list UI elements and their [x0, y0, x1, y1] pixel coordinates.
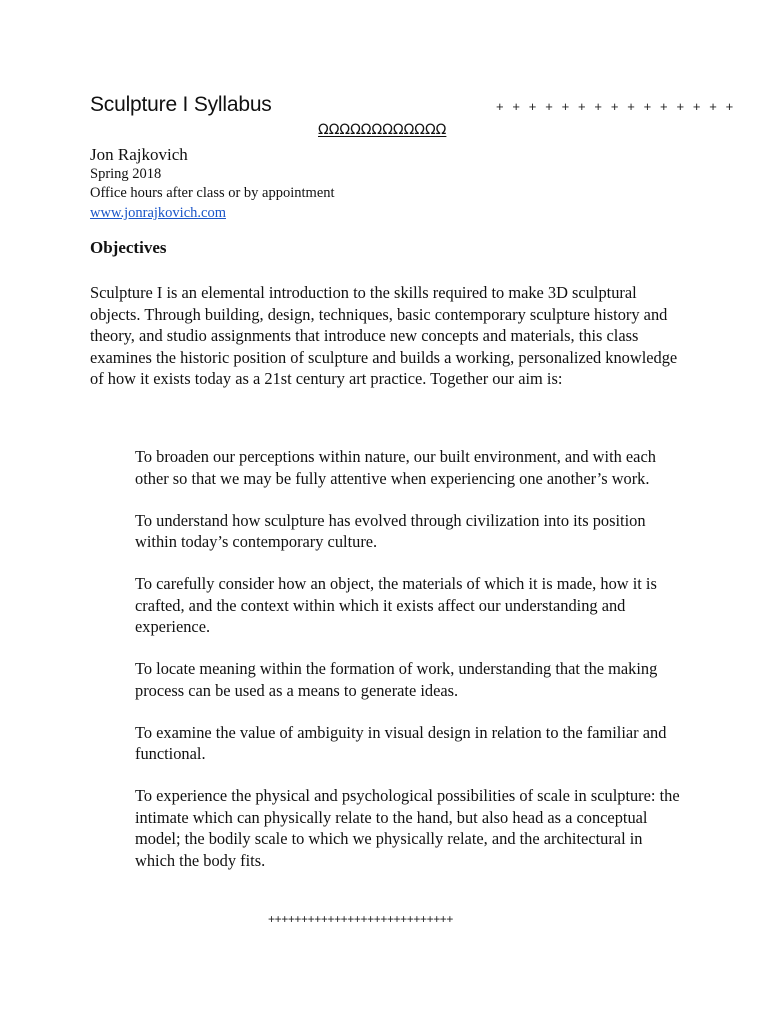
office-hours: Office hours after class or by appointment — [90, 185, 335, 201]
aim-item: To locate meaning within the formation of work, understanding that the making process can be used as a means to generate ideas. — [135, 659, 658, 700]
objectives-heading: Objectives — [90, 238, 167, 257]
decorative-omega-row: ΩΩΩΩΩΩΩΩΩΩΩΩ — [318, 122, 447, 138]
decorative-plus-row-top: + + + + + + + + + + + + + + + — [496, 99, 736, 114]
aim-item: To examine the value of ambiguity in visual design in relation to the familiar and functional. — [135, 722, 667, 763]
author-name: Jon Rajkovich — [90, 145, 188, 164]
website-link[interactable]: www.jonrajkovich.com — [90, 205, 226, 221]
document-title: Sculpture I Syllabus — [90, 93, 272, 116]
aim-item: To broaden our perceptions within nature, our built environment, and with each other so that we may be fully attentive when experiencing one another’s work. — [135, 447, 656, 488]
aim-item: To understand how sculpture has evolved through civilization into its position within today’s contemporary culture. — [135, 510, 646, 551]
aim-item: To carefully consider how an object, the materials of which it is made, how it is crafted, and the context within which it exists affect our understanding and experience. — [135, 574, 657, 636]
instructor-info — [90, 144, 335, 223]
term: Spring 2018 — [90, 166, 162, 182]
objectives-intro: Sculpture I is an elemental introduction to the skills required to make 3D sculptural objects. Through building, design, techniques, basic contemporary sculpture history and theory, and studio assignments that introduce new concepts and materials, this class examines the historic position of sculpture and builds a working, personalized knowledge of how it exists today as a 21st century art practice. Together our aim is: — [90, 283, 678, 388]
decorative-plus-row-bottom: ++++++++++++++++++++++++++++ — [268, 912, 454, 926]
aim-item: To experience the physical and psychological possibilities of scale in sculpture: the intimate which can physically relate to the hand, but also head as a conceptual model; the bodily scale to which we physically relate, and the architectural in which the body fits. — [135, 786, 680, 870]
aims-list — [135, 446, 680, 892]
